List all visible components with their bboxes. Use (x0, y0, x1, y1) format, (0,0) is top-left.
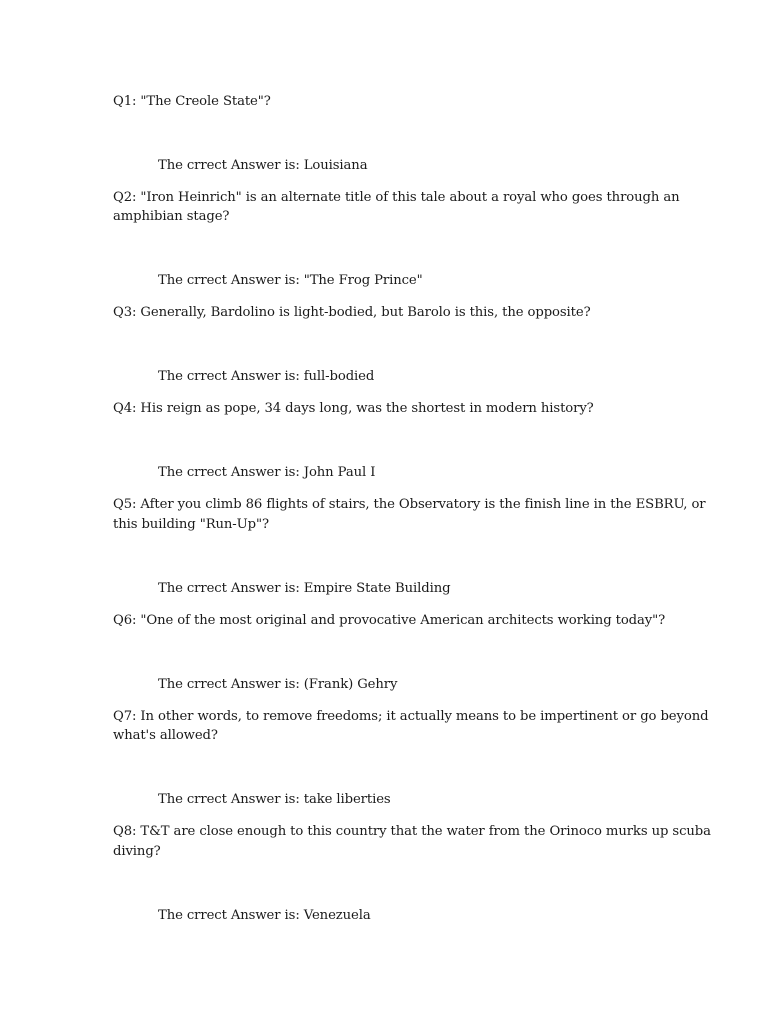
answer-3: The crrect Answer is: full-bodied (158, 369, 375, 384)
question-2-line-1: Q2: "Iron Heinrich" is an alternate title of this tale about a royal who goes through an (113, 190, 680, 205)
answer-1: The crrect Answer is: Louisiana (158, 158, 368, 173)
answer-5: The crrect Answer is: Empire State Building (158, 581, 451, 596)
question-1-line-1: Q1: "The Creole State"? (113, 94, 271, 109)
question-8-line-1: Q8: T&T are close enough to this country that the water from the Orinoco murks up scuba (113, 824, 711, 839)
question-3-line-1: Q3: Generally, Bardolino is light-bodied, but Barolo is this, the opposite? (113, 305, 591, 320)
question-7-line-2: what's allowed? (113, 728, 218, 743)
question-7-line-1: Q7: In other words, to remove freedoms; it actually means to be impertinent or go beyond (113, 709, 709, 724)
answer-2: The crrect Answer is: "The Frog Prince" (158, 273, 423, 288)
question-5-line-1: Q5: After you climb 86 flights of stairs, the Observatory is the finish line in the ESBRU, or (113, 497, 706, 512)
answer-4: The crrect Answer is: John Paul I (158, 465, 376, 480)
answer-6: The crrect Answer is: (Frank) Gehry (158, 677, 398, 692)
question-2-line-2: amphibian stage? (113, 209, 230, 224)
question-4-line-1: Q4: His reign as pope, 34 days long, was the shortest in modern history? (113, 401, 594, 416)
question-5-line-2: this building "Run-Up"? (113, 517, 269, 532)
question-8-line-2: diving? (113, 844, 161, 859)
question-6-line-1: Q6: "One of the most original and provocative American architects working today"? (113, 613, 666, 628)
answer-7: The crrect Answer is: take liberties (158, 792, 391, 807)
answer-8: The crrect Answer is: Venezuela (158, 908, 371, 923)
